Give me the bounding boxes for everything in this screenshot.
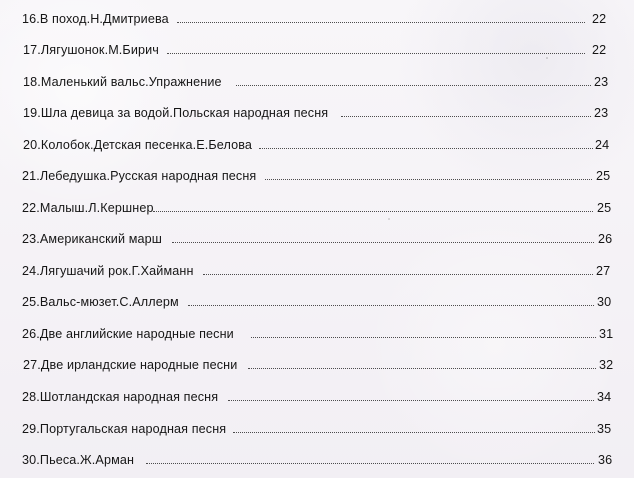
toc-entry-24 xyxy=(22,262,613,280)
toc-leader xyxy=(233,432,595,433)
toc-entry-23 xyxy=(22,230,613,248)
toc-entry-title: 16.В поход.Н.Дмитриева xyxy=(22,12,169,26)
toc-page-number: 31 xyxy=(599,327,614,341)
toc-leader xyxy=(236,85,591,86)
toc-page-number: 22 xyxy=(592,12,607,26)
toc-leader xyxy=(265,179,592,180)
toc-entry-title: 30.Пьеса.Ж.Арман xyxy=(22,453,135,467)
toc-entry-title: 19.Шла девица за водой.Польская народная песня xyxy=(23,106,329,120)
toc-page-number: 22 xyxy=(592,43,607,57)
toc-entry-20 xyxy=(23,136,611,154)
toc-leader xyxy=(259,148,593,149)
toc-entry-title: 23.Американский марш xyxy=(22,232,163,246)
toc-page-number: 35 xyxy=(597,422,612,436)
toc-entry-17 xyxy=(23,41,608,59)
toc-entry-18 xyxy=(23,73,610,91)
toc-page-number: 26 xyxy=(598,232,613,246)
toc-leader xyxy=(203,274,593,275)
toc-page-number: 36 xyxy=(598,453,613,467)
toc-entry-21 xyxy=(22,167,612,185)
toc-leader xyxy=(177,22,585,23)
toc-leader xyxy=(167,53,585,54)
toc-leader xyxy=(153,211,593,212)
toc-leader xyxy=(188,305,594,306)
toc-page-number: 24 xyxy=(595,138,610,152)
toc-entry-title: 21.Лебедушка.Русская народная песня xyxy=(22,169,257,183)
toc-entry-28 xyxy=(22,388,615,406)
toc-entry-title: 24.Лягушачий рок.Г.Хайманн xyxy=(22,264,194,278)
toc-leader xyxy=(248,368,596,369)
toc-page-number: 25 xyxy=(597,201,612,215)
toc-leader xyxy=(251,337,596,338)
toc-leader xyxy=(228,400,594,401)
toc-entry-27 xyxy=(23,356,615,374)
toc-entry-title: 25.Вальс-мюзет.С.Аллерм xyxy=(22,295,179,309)
toc-entry-title: 29.Португальская народная песня xyxy=(22,422,227,436)
toc-page-number: 23 xyxy=(594,75,609,89)
toc-entry-26 xyxy=(22,325,614,343)
toc-entry-title: 28.Шотландская народная песня xyxy=(22,390,219,404)
toc-page-number: 27 xyxy=(596,264,611,278)
toc-entry-29 xyxy=(22,420,616,438)
toc-page-number: 32 xyxy=(599,358,614,372)
toc-page-number: 23 xyxy=(594,106,609,120)
toc-entry-22 xyxy=(22,199,612,217)
toc-leader xyxy=(341,116,591,117)
toc-entry-title: 27.Две ирландские народные песни xyxy=(23,358,238,372)
toc-leader xyxy=(146,463,594,464)
toc-entry-30 xyxy=(22,451,618,469)
toc-entry-title: 26.Две английские народные песни xyxy=(22,327,234,341)
toc-page-number: 30 xyxy=(597,295,612,309)
toc-entry-16 xyxy=(22,10,608,28)
toc-entry-19 xyxy=(23,104,610,122)
toc-page-number: 25 xyxy=(596,169,611,183)
toc-entry-title: 17.Лягушонок.М.Бирич xyxy=(23,43,159,57)
toc-leader xyxy=(172,242,594,243)
toc-page-number: 34 xyxy=(597,390,612,404)
toc-entry-title: 22.Малыш.Л.Кершнер xyxy=(22,201,154,215)
toc-entry-25 xyxy=(22,293,614,311)
toc-entry-title: 18.Маленький вальс.Упражнение xyxy=(23,75,222,89)
toc-entry-title: 20.Колобок.Детская песенка.Е.Белова xyxy=(23,138,253,152)
